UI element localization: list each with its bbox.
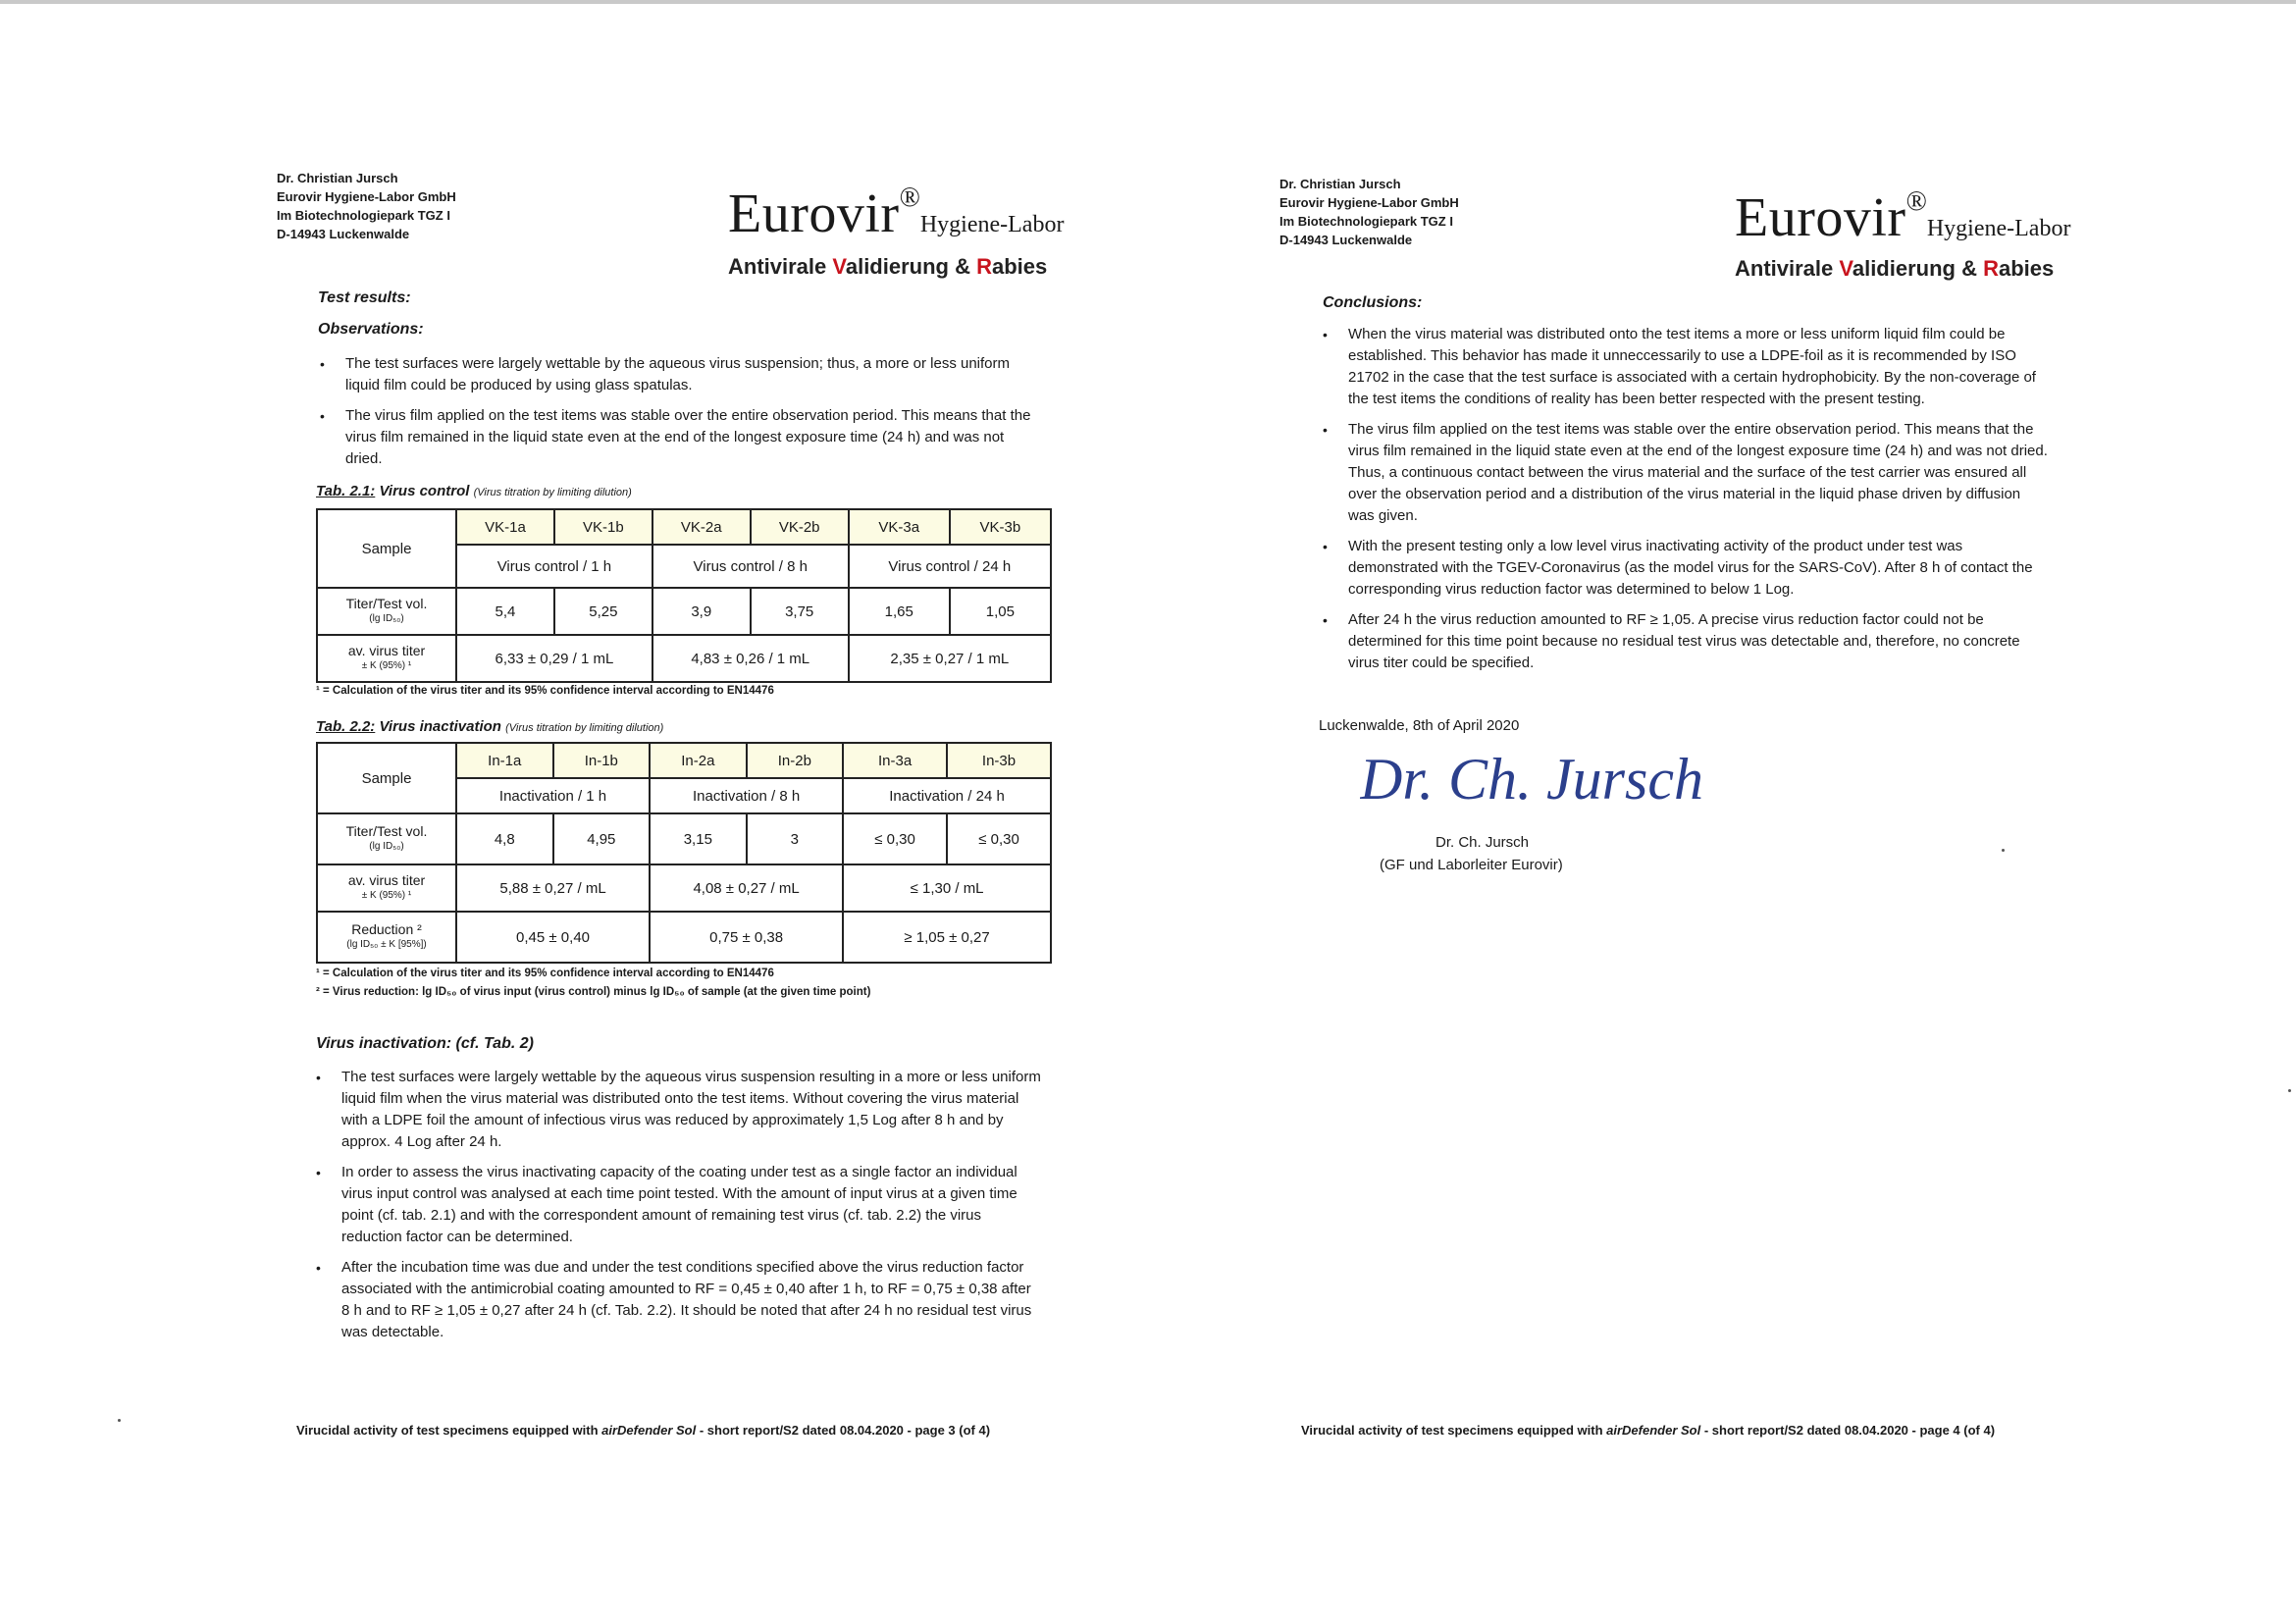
table-cell: 5,4 xyxy=(456,588,554,635)
table-row xyxy=(317,864,1051,912)
virus-control-table xyxy=(316,508,1052,683)
page-footer xyxy=(1301,1423,1995,1438)
logo-tagline xyxy=(1735,256,2054,282)
row-label-unit: (lg ID₅₀ ± K [95%]) xyxy=(346,939,427,950)
logo-wordmark: Eurovir xyxy=(1735,187,1906,248)
tagline-red-letter: V xyxy=(1839,256,1852,281)
logo-tagline xyxy=(728,254,1047,280)
tagline-part: abies xyxy=(991,254,1048,279)
row-label-text: Reduction ² xyxy=(351,921,422,937)
list-item: • With the present testing only a low level virus inactivating activity of the product under test was demonstrated with the TGEV-Coronavirus (as the model virus for the SARS-CoV). After 8 h of contact the corresponding virus reduction factor was determined to below 1 Log. xyxy=(1323,536,2049,601)
table-cell: 3,15 xyxy=(650,813,747,864)
tagline-part: alidierung & xyxy=(1852,256,1984,281)
logo-wordmark: Eurovir xyxy=(728,183,900,244)
tagline-part: Antivirale xyxy=(1735,256,1840,281)
table-footnote: ² = Virus reduction: lg ID₅₀ of virus input (virus control) minus lg ID₅₀ of sample (at the given time point) xyxy=(316,986,871,998)
eurovir-logo xyxy=(1735,186,2070,249)
footer-text: - short report/S2 dated 08.04.2020 - page 4 (of 4) xyxy=(1700,1423,1996,1438)
table-row xyxy=(317,813,1051,864)
caption-title: Virus inactivation xyxy=(375,718,506,735)
column-header: In-1a xyxy=(456,743,553,778)
table-row xyxy=(317,588,1051,635)
signer-name: Dr. Ch. Jursch xyxy=(1435,834,1530,851)
row-label-text: av. virus titer xyxy=(347,643,426,658)
table-cell: 4,95 xyxy=(553,813,651,864)
footer-product: airDefender Sol xyxy=(1606,1423,1701,1438)
table-cell: 6,33 ± 0,29 / 1 mL xyxy=(456,635,652,682)
logo-subtitle: Hygiene-Labor xyxy=(1926,216,2071,241)
table-cell: 3,9 xyxy=(652,588,751,635)
table-cell: ≤ 0,30 xyxy=(947,813,1051,864)
row-label xyxy=(317,813,456,864)
letterhead-address xyxy=(1279,175,1459,249)
table-cell: ≥ 1,05 ± 0,27 xyxy=(843,912,1051,963)
address-line: Dr. Christian Jursch xyxy=(277,171,398,185)
list-item: • The virus film applied on the test items was stable over the entire observation period. This means that the virus film remained in the liquid state even at the end of the longest exposure time (24 h) and was not dried. xyxy=(320,405,1036,470)
scan-speck xyxy=(2002,849,2005,852)
tagline-red-letter: R xyxy=(976,254,992,279)
list-item: • In order to assess the virus inactivating capacity of the coating under test as a single factor an individual virus input control was analysed at each time point tested. With the amount of input virus at a given time point (cf. tab. 2.1) and with the correspondent amount of remaining test virus (cf. tab. 2.2) the virus reduction factor can be determined. xyxy=(316,1162,1042,1248)
footer-product: airDefender Sol xyxy=(601,1423,697,1438)
tagline-part: Antivirale xyxy=(728,254,833,279)
table-cell: ≤ 1,30 / mL xyxy=(843,864,1051,912)
address-line: Im Biotechnologiepark TGZ I xyxy=(277,208,450,223)
list-item: • The virus film applied on the test items was stable over the entire observation period. This means that the virus film remained in the liquid state even at the end of the longest exposure time (24 h) and was not dried. Thus, a continuous contact between the virus material and the surface of the test carrier was ensured all over the observation period and a distribution of the virus material in the liquid phase driven by diffusion was given. xyxy=(1323,419,2049,527)
sample-header: Sample xyxy=(317,743,456,813)
column-header: VK-1b xyxy=(554,509,652,545)
list-item: • The test surfaces were largely wettable by the aqueous virus suspension resulting in a more or less uniform liquid film when the virus material was distributed onto the test items. Without covering the virus material with a LDPE foil the amount of infectious virus was reduced by approximately 1,5 Log after 8 h and by approx. 4 Log after 24 h. xyxy=(316,1067,1042,1153)
table-row xyxy=(317,635,1051,682)
caption-label: Tab. 2.2: xyxy=(316,718,376,735)
table-row xyxy=(317,912,1051,963)
column-header: In-2b xyxy=(747,743,844,778)
row-label-text: Titer/Test vol. xyxy=(345,823,428,839)
column-header: VK-2a xyxy=(652,509,751,545)
caption-label: Tab. 2.1: xyxy=(316,483,376,499)
footer-text: Virucidal activity of test specimens equipped with xyxy=(296,1423,602,1438)
observations-heading: Observations: xyxy=(318,321,424,338)
table-cell: 5,88 ± 0,27 / mL xyxy=(456,864,650,912)
table-cell: 4,8 xyxy=(456,813,553,864)
table-cell: 3 xyxy=(747,813,844,864)
address-line: Eurovir Hygiene-Labor GmbH xyxy=(277,189,456,204)
column-header: VK-3b xyxy=(950,509,1051,545)
row-label-unit: ± K (95%) ¹ xyxy=(361,660,412,671)
caption-note: (Virus titration by limiting dilution) xyxy=(473,487,632,498)
row-label-unit: (lg ID₅₀) xyxy=(369,613,404,624)
report-page-4 xyxy=(1148,0,2296,1623)
table-cell: 2,35 ± 0,27 / 1 mL xyxy=(849,635,1051,682)
logo-subtitle: Hygiene-Labor xyxy=(919,212,1065,237)
table-cell: 4,83 ± 0,26 / 1 mL xyxy=(652,635,849,682)
table-caption xyxy=(316,483,632,499)
table-cell: 1,65 xyxy=(849,588,950,635)
group-header: Virus control / 8 h xyxy=(652,545,849,588)
table-cell: 1,05 xyxy=(950,588,1051,635)
column-header: VK-3a xyxy=(849,509,950,545)
tagline-red-letter: V xyxy=(832,254,846,279)
inactivation-list xyxy=(316,1067,1042,1352)
tagline-part: alidierung & xyxy=(845,254,977,279)
table-cell: 0,45 ± 0,40 xyxy=(456,912,650,963)
list-item: • The test surfaces were largely wettable by the aqueous virus suspension; thus, a more or less uniform liquid film could be produced by using glass spatulas. xyxy=(320,353,1036,396)
table-footnote: ¹ = Calculation of the virus titer and its 95% confidence interval according to EN14476 xyxy=(316,685,774,697)
letterhead-address xyxy=(277,169,456,243)
signature-script: Dr. Ch. Jursch xyxy=(1360,747,1704,812)
virus-inactivation-table xyxy=(316,742,1052,964)
table-caption xyxy=(316,718,663,735)
test-results-heading: Test results: xyxy=(318,289,411,306)
address-line: D-14943 Luckenwalde xyxy=(1279,233,1413,247)
footer-text: - short report/S2 dated 08.04.2020 - page 3 (of 4) xyxy=(696,1423,991,1438)
column-header: In-3b xyxy=(947,743,1051,778)
address-line: Im Biotechnologiepark TGZ I xyxy=(1279,214,1453,229)
sample-header: Sample xyxy=(317,509,456,588)
conclusions-heading: Conclusions: xyxy=(1323,294,1423,311)
place-date: Luckenwalde, 8th of April 2020 xyxy=(1319,717,1520,734)
address-line: D-14943 Luckenwalde xyxy=(277,227,410,241)
tagline-red-letter: R xyxy=(1983,256,1999,281)
table-cell: 4,08 ± 0,27 / mL xyxy=(650,864,843,912)
row-label xyxy=(317,635,456,682)
row-label xyxy=(317,588,456,635)
group-header: Inactivation / 24 h xyxy=(843,778,1051,813)
row-label xyxy=(317,912,456,963)
signer-role: (GF und Laborleiter Eurovir) xyxy=(1380,857,1563,873)
eurovir-logo xyxy=(728,183,1064,245)
table-cell: ≤ 0,30 xyxy=(843,813,947,864)
list-item: • After the incubation time was due and under the test conditions specified above the virus reduction factor associated with the antimicrobial coating amounted to RF = 0,45 ± 0,40 after 1 h, to RF = 0,75 ± 0,38 after 8 h and to RF ≥ 1,05 ± 0,27 after 24 h (cf. Tab. 2.2). It should be noted that after 24 h no residual test virus was detectable. xyxy=(316,1257,1042,1343)
column-header: In-3a xyxy=(843,743,947,778)
inactivation-heading: Virus inactivation: (cf. Tab. 2) xyxy=(316,1035,534,1052)
list-item: • When the virus material was distributed onto the test items a more or less uniform liquid film could be established. This behavior has made it unneccessarily to use a LDPE-foil as it is recommended by ISO 21702 in the case that the test surface is associated with a certain hydrophobicity. By the non-coverage of the test items the conditions of reality has been better respected with the present testing. xyxy=(1323,324,2049,410)
row-label-unit: (lg ID₅₀) xyxy=(369,841,404,852)
conclusions-list xyxy=(1323,324,2049,683)
group-header: Virus control / 1 h xyxy=(456,545,652,588)
table-row xyxy=(317,509,1051,545)
caption-title: Virus control xyxy=(375,483,474,499)
handwritten-signature xyxy=(1360,738,1772,836)
group-header: Inactivation / 1 h xyxy=(456,778,650,813)
column-header: VK-1a xyxy=(456,509,554,545)
table-cell: 3,75 xyxy=(751,588,849,635)
table-cell: 0,75 ± 0,38 xyxy=(650,912,843,963)
column-header: VK-2b xyxy=(751,509,849,545)
row-label xyxy=(317,864,456,912)
page-footer xyxy=(296,1423,990,1438)
row-label-unit: ± K (95%) ¹ xyxy=(361,890,412,901)
footer-text: Virucidal activity of test specimens equipped with xyxy=(1301,1423,1607,1438)
column-header: In-2a xyxy=(650,743,747,778)
tagline-part: abies xyxy=(1998,256,2055,281)
address-line: Eurovir Hygiene-Labor GmbH xyxy=(1279,195,1459,210)
registered-mark: ® xyxy=(1905,186,1927,217)
table-footnote: ¹ = Calculation of the virus titer and its 95% confidence interval according to EN14476 xyxy=(316,968,774,979)
table-cell: 5,25 xyxy=(554,588,652,635)
group-header: Inactivation / 8 h xyxy=(650,778,843,813)
column-header: In-1b xyxy=(553,743,651,778)
observations-list xyxy=(320,353,1036,479)
list-item: • After 24 h the virus reduction amounted to RF ≥ 1,05. A precise virus reduction factor could not be determined for this time point because no residual test virus was detectable and, therefore, no concrete virus titer could be specified. xyxy=(1323,609,2049,674)
address-line: Dr. Christian Jursch xyxy=(1279,177,1401,191)
registered-mark: ® xyxy=(899,183,920,213)
table-row xyxy=(317,743,1051,778)
group-header: Virus control / 24 h xyxy=(849,545,1051,588)
scan-speck xyxy=(2288,1089,2291,1092)
scan-speck xyxy=(118,1419,121,1422)
row-label-text: av. virus titer xyxy=(347,872,426,888)
row-label-text: Titer/Test vol. xyxy=(345,596,428,611)
caption-note: (Virus titration by limiting dilution) xyxy=(505,722,664,734)
